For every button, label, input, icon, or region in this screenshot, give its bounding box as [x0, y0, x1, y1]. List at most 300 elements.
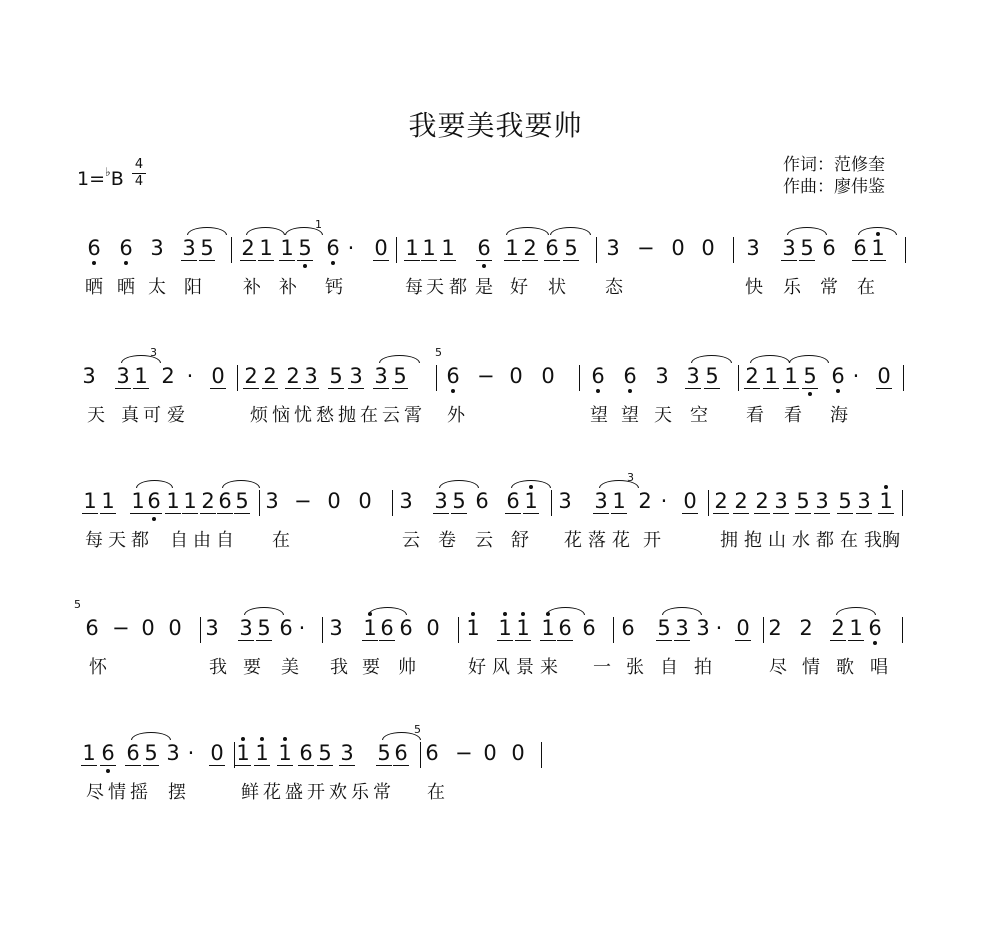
lyric-char: 唱 [870, 657, 888, 678]
slur [546, 607, 585, 615]
lyric-char: 忧 [294, 405, 312, 426]
note [74, 598, 100, 640]
note [620, 617, 636, 639]
note-digit: 5 [393, 364, 407, 388]
bar-line [259, 490, 260, 516]
low-octave-dot [596, 389, 600, 393]
underline-beam [209, 765, 225, 766]
underline-beam [754, 513, 770, 514]
bar-line [733, 237, 734, 263]
lyric-char: 我 [209, 657, 227, 678]
note [425, 617, 441, 639]
underline-beam [713, 513, 729, 514]
underline-beam [783, 388, 799, 389]
bar-line [903, 365, 904, 391]
lyric-char: 爱 [167, 405, 185, 426]
lyric-char: 望 [590, 405, 608, 426]
slur [136, 480, 173, 488]
note-digit: 6 [475, 489, 489, 513]
lyric-char: 鲜 [241, 782, 259, 803]
slur [511, 480, 551, 488]
note-digit: 1 [83, 489, 97, 513]
underline-beam [497, 640, 513, 641]
low-octave-dot [92, 261, 96, 265]
note-digit: · [187, 741, 195, 765]
note-digit: 6 [425, 741, 439, 765]
underline-beam [81, 765, 97, 766]
note-digit: 2 [714, 489, 728, 513]
note [821, 237, 837, 259]
note [140, 617, 156, 639]
lyric-char: 抛 [338, 405, 356, 426]
grace-note: 5 [74, 598, 81, 611]
note [294, 617, 310, 639]
lyric-char: 拥 [720, 530, 738, 551]
note [373, 237, 389, 259]
lyric-char: 由 [193, 530, 211, 551]
note-digit: 0 [671, 236, 685, 260]
note-digit: 1 [183, 489, 197, 513]
lyric-char: 天 [426, 277, 444, 298]
note-digit: 5 [298, 236, 312, 260]
lyric-char: 天 [654, 405, 672, 426]
bar-line [541, 742, 542, 768]
note [125, 742, 141, 764]
bar-line [902, 617, 903, 643]
note-digit: 6 [394, 741, 408, 765]
note-digit: 3 [606, 236, 620, 260]
key-prefix: 1= [77, 168, 106, 190]
note-digit: 1 [541, 616, 555, 640]
note-digit: − [637, 236, 655, 260]
underline-beam [682, 513, 698, 514]
lyric-char: 霄 [404, 405, 422, 426]
underline-beam [262, 388, 278, 389]
note-digit: 6 [868, 616, 882, 640]
note [398, 617, 414, 639]
lyric-char: 天 [87, 405, 105, 426]
note [146, 490, 162, 512]
note-digit: 1 [166, 489, 180, 513]
note-digit: 2 [734, 489, 748, 513]
note-digit: · [715, 616, 723, 640]
note [544, 237, 560, 259]
note [183, 742, 199, 764]
note-digit: 0 [483, 741, 497, 765]
lyric-char: 阳 [184, 277, 202, 298]
note [795, 490, 811, 512]
note [115, 365, 131, 387]
bar-line [708, 490, 709, 516]
underline-beam [348, 388, 364, 389]
slur [691, 355, 732, 363]
note-digit: 0 [210, 741, 224, 765]
note [627, 471, 653, 513]
note-digit: 3 [329, 616, 343, 640]
note [510, 742, 526, 764]
note [404, 237, 420, 259]
underline-beam [115, 388, 131, 389]
underline-beam [515, 640, 531, 641]
underline-beam [440, 260, 456, 261]
underline-beam [795, 513, 811, 514]
low-octave-dot [808, 392, 812, 396]
note-digit: 3 [746, 236, 760, 260]
bar-line [763, 617, 764, 643]
note-digit: 1 [131, 489, 145, 513]
note-digit: 5 [800, 236, 814, 260]
note-digit: 1 [879, 489, 893, 513]
bar-line [596, 237, 597, 263]
note [238, 617, 254, 639]
note-digit: 3 [150, 236, 164, 260]
underline-beam [876, 388, 892, 389]
underline-beam [146, 513, 162, 514]
note [773, 490, 789, 512]
bar-line [436, 365, 437, 391]
note-digit: 2 [241, 236, 255, 260]
note [515, 617, 531, 639]
note-digit: − [477, 364, 495, 388]
lyric-char: 卷 [438, 530, 456, 551]
key-signature [77, 165, 124, 190]
note-digit: 5 [377, 741, 391, 765]
underline-beam [362, 640, 378, 641]
note [455, 742, 471, 764]
note [540, 617, 556, 639]
note [118, 237, 134, 259]
note-digit: − [112, 616, 130, 640]
note-digit: 5 [329, 364, 343, 388]
note [240, 237, 256, 259]
note [754, 490, 770, 512]
lyric-char: 状 [548, 277, 566, 298]
note-digit: 5 [144, 741, 158, 765]
high-octave-dot [521, 612, 525, 616]
note-digit: 3 [182, 236, 196, 260]
note [421, 237, 437, 259]
underline-beam [878, 513, 894, 514]
note [376, 742, 392, 764]
underline-beam [200, 513, 216, 514]
lyric-char: 尽 [769, 657, 787, 678]
note [326, 490, 342, 512]
note-digit: 0 [541, 364, 555, 388]
underline-beam [238, 640, 254, 641]
slur [662, 607, 702, 615]
note-digit: 5 [803, 364, 817, 388]
underline-beam [143, 765, 159, 766]
lyric-char: 云 [402, 530, 420, 551]
note [476, 237, 492, 259]
key-note: B [110, 168, 124, 190]
lyric-char: 烦 [250, 405, 268, 426]
note [414, 723, 440, 765]
note [279, 237, 295, 259]
note [343, 237, 359, 259]
underline-beam [563, 260, 579, 261]
note-digit: 0 [701, 236, 715, 260]
note [167, 617, 183, 639]
note [82, 490, 98, 512]
lyric-char: 抱 [744, 530, 762, 551]
note-digit: 1 [405, 236, 419, 260]
staff-row [0, 471, 991, 580]
lyric-char: 在 [360, 405, 378, 426]
note-digit: 3 [434, 489, 448, 513]
note-digit: 5 [318, 741, 332, 765]
note-digit: 1 [278, 741, 292, 765]
note [733, 490, 749, 512]
bar-line [200, 617, 201, 643]
note [393, 742, 409, 764]
lyric-char: 尽 [86, 782, 104, 803]
underline-beam [303, 388, 319, 389]
note-digit: 6 [87, 236, 101, 260]
lyric-char: 云 [475, 530, 493, 551]
note [477, 365, 493, 387]
note-digit: 3 [857, 489, 871, 513]
underline-beam [258, 260, 274, 261]
note [181, 237, 197, 259]
low-octave-dot [873, 641, 877, 645]
note [870, 237, 886, 259]
note-digit: 0 [509, 364, 523, 388]
lyric-char: 补 [243, 277, 261, 298]
slur [787, 227, 827, 235]
underline-beam [165, 513, 181, 514]
note [848, 617, 864, 639]
note-digit: 6 [126, 741, 140, 765]
high-octave-dot [283, 737, 287, 741]
lyric-char: 态 [605, 277, 623, 298]
note [451, 490, 467, 512]
note [505, 490, 521, 512]
slur [379, 355, 420, 363]
note-digit: 3 [265, 489, 279, 513]
note-digit: 2 [286, 364, 300, 388]
lyric-char: 自 [660, 657, 678, 678]
note-digit: 6 [582, 616, 596, 640]
low-octave-dot [628, 389, 632, 393]
underline-beam [744, 388, 760, 389]
note-digit: 3 [304, 364, 318, 388]
slur [439, 480, 479, 488]
note-digit: 3 [675, 616, 689, 640]
note [557, 490, 573, 512]
low-octave-dot [106, 769, 110, 773]
underline-beam [234, 513, 250, 514]
lyric-char: 乐 [351, 782, 369, 803]
lyric-char: 水 [792, 530, 810, 551]
note [814, 490, 830, 512]
note [81, 742, 97, 764]
bar-line [231, 237, 232, 263]
bar-line [738, 365, 739, 391]
grace-note: 5 [435, 346, 442, 359]
lyric-char: 晒 [85, 277, 103, 298]
lyric-char: 舒 [511, 530, 529, 551]
note-digit: 2 [523, 236, 537, 260]
note [593, 490, 609, 512]
underline-beam [279, 260, 295, 261]
note [540, 365, 556, 387]
note-digit: 1 [134, 364, 148, 388]
composer-credit: 作曲：廖伟鉴 [783, 177, 885, 197]
lyric-char: 都 [449, 277, 467, 298]
lyric-char: 补 [279, 277, 297, 298]
note-digit: · [852, 364, 860, 388]
lyric-char: 外 [447, 405, 465, 426]
note [798, 617, 814, 639]
lyric-char: 要 [362, 657, 380, 678]
note-digit: 0 [358, 489, 372, 513]
bar-line [551, 490, 552, 516]
underline-beam [376, 765, 392, 766]
note [112, 617, 128, 639]
lyric-char: 每 [405, 277, 423, 298]
note-digit: · [347, 236, 355, 260]
underline-beam [523, 513, 539, 514]
note-digit: 1 [524, 489, 538, 513]
note-digit: 0 [736, 616, 750, 640]
lyric-char: 自 [170, 530, 188, 551]
note-digit: 1 [259, 236, 273, 260]
note-digit: 3 [349, 364, 363, 388]
lyric-char: 都 [816, 530, 834, 551]
note [856, 490, 872, 512]
lyric-char: 一 [593, 657, 611, 678]
note [210, 365, 226, 387]
underline-beam [856, 513, 872, 514]
note [799, 237, 815, 259]
note-digit: 1 [784, 364, 798, 388]
low-octave-dot [836, 389, 840, 393]
note [482, 742, 498, 764]
slur [858, 227, 897, 235]
underline-beam [656, 640, 672, 641]
note-digit: 2 [799, 616, 813, 640]
slur [187, 227, 227, 235]
note [674, 617, 690, 639]
lyric-char: 看 [746, 405, 764, 426]
note [165, 742, 181, 764]
note-digit: 2 [161, 364, 175, 388]
note-digit: 1 [764, 364, 778, 388]
lyric-char: 可 [143, 405, 161, 426]
bar-line [237, 365, 238, 391]
high-octave-dot [260, 737, 264, 741]
underline-beam [433, 513, 449, 514]
flat-sign: ♭ [105, 165, 111, 179]
underline-beam [704, 388, 720, 389]
lyric-char: 乐 [783, 277, 801, 298]
lyric-char: 摇 [130, 782, 148, 803]
note-digit: · [298, 616, 306, 640]
note-digit: 6 [558, 616, 572, 640]
underline-beam [235, 765, 251, 766]
note [258, 237, 274, 259]
note [285, 365, 301, 387]
lyric-char: 怀 [89, 657, 107, 678]
note [508, 365, 524, 387]
note [130, 490, 146, 512]
note [235, 742, 251, 764]
lyric-char: 景 [516, 657, 534, 678]
low-octave-dot [331, 261, 335, 265]
staff-row [0, 723, 991, 832]
note-digit: 2 [831, 616, 845, 640]
underline-beam [199, 260, 215, 261]
note-digit: 5 [838, 489, 852, 513]
note [563, 237, 579, 259]
lyric-char: 要 [243, 657, 261, 678]
note-digit: 6 [591, 364, 605, 388]
underline-beam [285, 388, 301, 389]
note [504, 237, 520, 259]
note [605, 237, 621, 259]
lyric-char: 我 [864, 530, 882, 551]
underline-beam [733, 513, 749, 514]
slur [506, 227, 549, 235]
lyric-char: 在 [272, 530, 290, 551]
lyric-char: 空 [690, 405, 708, 426]
bar-line [396, 237, 397, 263]
underline-beam [277, 765, 293, 766]
note-digit: 6 [853, 236, 867, 260]
note-digit: 1 [516, 616, 530, 640]
note [465, 617, 481, 639]
note [781, 237, 797, 259]
note [133, 365, 149, 387]
note [150, 346, 176, 388]
lyric-char: 歌 [836, 657, 854, 678]
underline-beam [763, 388, 779, 389]
note-digit: 5 [657, 616, 671, 640]
note [767, 617, 783, 639]
bar-line [902, 490, 903, 516]
lyricist-credit: 作词：范修奎 [783, 155, 885, 175]
note-digit: 1 [466, 616, 480, 640]
underline-beam [476, 260, 492, 261]
note [830, 617, 846, 639]
note-digit: 6 [101, 741, 115, 765]
note-digit: 1 [82, 741, 96, 765]
underline-beam [328, 388, 344, 389]
grace-note: 3 [627, 471, 634, 484]
slur [244, 607, 284, 615]
note [339, 742, 355, 764]
note-digit: 6 [545, 236, 559, 260]
note [837, 490, 853, 512]
meter-top: 4 [134, 157, 144, 172]
lyric-char: 摆 [168, 782, 186, 803]
note-digit: 1 [871, 236, 885, 260]
note [379, 617, 395, 639]
note [745, 237, 761, 259]
lyric-char: 欢 [329, 782, 347, 803]
note-digit: 5 [452, 489, 466, 513]
bar-line [392, 490, 393, 516]
note-digit: 6 [218, 489, 232, 513]
note-digit: 0 [511, 741, 525, 765]
note [704, 365, 720, 387]
underline-beam [82, 513, 98, 514]
lyric-char: 开 [643, 530, 661, 551]
note [654, 365, 670, 387]
lyric-char: 看 [784, 405, 802, 426]
underline-beam [254, 765, 270, 766]
